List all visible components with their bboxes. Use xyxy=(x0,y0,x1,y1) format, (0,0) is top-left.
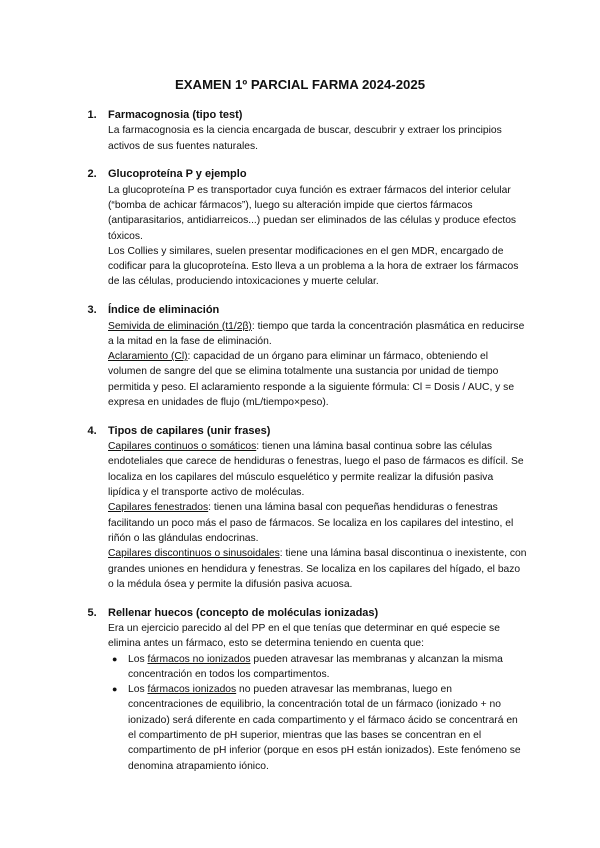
item-text: no pueden atravesar las membranas, luego en concentraciones de equilibrio, la concentración total de un fármaco (ionizado + no ionizado) será diferente en cada compartimento y el fármaco ácido se concentrará en el compartimento de pH superior, mientras que las bases se concentran en el compartimento de pH inferior (porque en esos pH están ionizados). Este fenómeno se denomina atrapamiento iónico. xyxy=(128,684,521,772)
section-title: Glucoproteína P y ejemplo xyxy=(108,168,247,181)
definition xyxy=(108,439,528,500)
definition-text: : tiene una lámina basal discontinua o inexistente, con grandes uniones en hendidura y fenestras. Se localiza en los capilares del hígado, el bazo o la médula ósea y permite la difusión pasiva acuosa. xyxy=(108,548,527,590)
definition-text: : capacidad de un órgano para eliminar un fármaco, obteniendo el volumen de sangre del que se elimina totalmente una sustancia por unidad de tiempo permitida y peso. El aclaramiento responde a la siguiente fórmula: Cl = Dosis / AUC, y se expresa en unidades de flujo (mL/tiempo×peso). xyxy=(108,351,515,409)
paragraph: La glucoproteína P es transportador cuya función es extraer fármacos del interior celular (“bomba de achicar fármacos”), luego su alteración impide que ciertos fármacos (antiparasitarios, antidiarreicos...) puedan ser eliminados de las células y produce efectos tóxicos. xyxy=(108,184,517,242)
section-number: 3. xyxy=(87,304,97,317)
section-number: 5. xyxy=(87,606,97,619)
section-heading xyxy=(88,606,528,621)
definition xyxy=(108,319,528,350)
section-body xyxy=(108,439,528,592)
bullet-list xyxy=(108,652,528,774)
section-body xyxy=(108,123,528,154)
section-title: Índice de eliminación xyxy=(108,304,220,317)
bullet-icon: ● xyxy=(112,653,118,664)
definition-text: : tienen una lámina basal con pequeñas hendiduras o fenestras facilitando un poco más el paso de fármacos. Se localiza en los capilares del intestino, el riñón o las glándulas endocrinas. xyxy=(108,502,514,544)
term: Aclaramiento (Cl) xyxy=(108,351,188,363)
section-5 xyxy=(88,606,528,774)
section-heading xyxy=(88,424,528,439)
term: fármacos ionizados xyxy=(147,684,237,696)
definition-text: : tienen una lámina basal continua sobre las células endoteliales que carece de hendiduras o fenestras, luego el paso de fármacos es difícil. Se localiza en los capilares del músculo esquelético y permite realizar la difusión pasiva lipídica y el transporte activo de moléculas. xyxy=(108,441,524,499)
section-title: Rellenar huecos (concepto de moléculas ionizadas) xyxy=(108,606,379,619)
term: Capilares fenestrados xyxy=(108,502,209,514)
page-title: EXAMEN 1º PARCIAL FARMA 2024-2025 xyxy=(174,77,426,92)
item-text: Los xyxy=(128,653,148,665)
section-heading xyxy=(88,167,528,182)
paragraph: Era un ejercicio parecido al del PP en el que tenías que determinar en qué especie se elimina antes un fármaco, esto se determina teniendo en cuenta que: xyxy=(108,622,500,650)
term: Capilares continuos o somáticos xyxy=(108,441,257,453)
paragraph: La farmacognosia es la ciencia encargada de buscar, descubrir y extraer los principios activos de sus fuentes naturales. xyxy=(108,125,502,152)
section-heading xyxy=(88,108,528,123)
bullet-icon: ● xyxy=(112,684,118,695)
definition xyxy=(108,500,528,546)
section-heading xyxy=(88,303,528,318)
section-4 xyxy=(88,424,528,592)
section-body xyxy=(108,319,528,411)
section-2 xyxy=(88,167,528,289)
list-item xyxy=(108,652,528,683)
definition xyxy=(108,349,528,410)
exam-sections xyxy=(88,108,528,787)
section-number: 4. xyxy=(87,424,97,437)
term: Capilares discontinuos o sinusoidales xyxy=(108,548,280,560)
section-number: 2. xyxy=(87,168,97,181)
section-title: Farmacognosia (tipo test) xyxy=(108,109,243,121)
section-3 xyxy=(88,303,528,410)
section-1 xyxy=(88,108,528,154)
section-body xyxy=(108,621,528,774)
term: Semivida de eliminación (t1/2β) xyxy=(108,320,252,332)
section-body xyxy=(108,183,528,290)
section-title: Tipos de capilares (unir frases) xyxy=(108,424,271,437)
definition-text: : tiempo que tarda la concentración plasmática en reducirse a la mitad en la fase de eliminación. xyxy=(108,320,525,347)
term: fármacos no ionizados xyxy=(147,653,251,665)
list-item xyxy=(108,682,528,774)
paragraph: Los Collies y similares, suelen presentar modificaciones en el gen MDR, encargado de codificar para la glucoproteína. Esto lleva a un problema a la hora de extraer los fármacos de las células, produciendo intoxicaciones y muerte celular. xyxy=(108,245,519,288)
item-text: Los xyxy=(128,684,148,696)
section-number: 1. xyxy=(87,109,97,121)
item-text: pueden atravesar las membranas y alcanzan la misma concentración en todos los compartimentos. xyxy=(128,653,503,680)
definition xyxy=(108,546,528,592)
